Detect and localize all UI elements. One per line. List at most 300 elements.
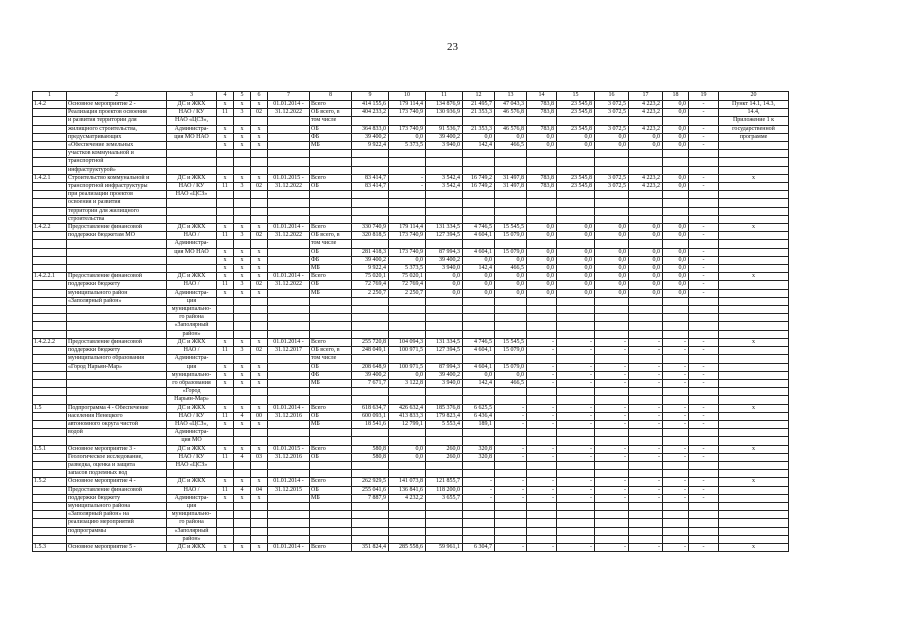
table-cell: ция [167, 297, 217, 305]
table-cell: х [234, 273, 251, 281]
table-cell [167, 142, 217, 150]
table-cell: Основное мероприятие 4 - [67, 478, 167, 486]
table-cell: 31 497,8 [495, 183, 527, 191]
table-cell: - [595, 371, 629, 379]
table-cell: х [234, 478, 251, 486]
table-cell [310, 150, 352, 158]
table-cell [67, 248, 167, 256]
table-cell [67, 371, 167, 379]
table-cell [495, 306, 527, 314]
table-cell [234, 166, 251, 174]
table-cell: «Обеспечение земельных [67, 142, 167, 150]
table-cell [352, 117, 389, 125]
table-cell: 16 749,2 [463, 174, 495, 182]
table-row [33, 240, 789, 248]
table-cell [310, 158, 352, 166]
table-cell [527, 297, 557, 305]
table-cell: 3 [234, 347, 251, 355]
table-row [33, 437, 789, 445]
table-cell: ДС и ЖКХ [167, 338, 217, 346]
table-cell [629, 388, 663, 396]
table-cell: ОБ [310, 125, 352, 133]
table-cell [234, 519, 251, 527]
table-cell [689, 511, 719, 519]
table-cell: 15 545,5 [495, 224, 527, 232]
table-cell: - [663, 543, 689, 551]
table-cell [719, 330, 789, 338]
table-cell [463, 166, 495, 174]
table-cell [629, 470, 663, 478]
table-row [33, 224, 789, 232]
table-cell [495, 191, 527, 199]
table-cell: х [234, 420, 251, 428]
table-cell: 3 940,0 [426, 379, 463, 387]
table-cell [595, 117, 629, 125]
table-cell: Строительство коммунальной и [67, 174, 167, 182]
table-cell [719, 519, 789, 527]
table-cell [251, 388, 268, 396]
table-cell: 31.12.2022 [268, 232, 310, 240]
table-cell: 9 [352, 92, 389, 101]
table-cell [251, 396, 268, 404]
table-cell: 12 799,1 [389, 420, 426, 428]
table-cell: Подпрограмма 4 - Обеспечение [67, 404, 167, 412]
table-cell [33, 133, 67, 141]
table-cell: х [234, 379, 251, 387]
table-cell [251, 519, 268, 527]
table-cell: 208 648,9 [352, 363, 389, 371]
table-cell: 31 497,8 [495, 174, 527, 182]
table-cell: 351 824,4 [352, 543, 389, 551]
table-cell [67, 396, 167, 404]
table-cell [268, 125, 310, 133]
table-cell [629, 527, 663, 535]
table-cell [495, 502, 527, 510]
table-cell [719, 470, 789, 478]
table-cell: х [234, 289, 251, 297]
table-cell [629, 322, 663, 330]
table-cell [527, 470, 557, 478]
table-cell [234, 527, 251, 535]
table-cell [310, 306, 352, 314]
table-cell: - [629, 412, 663, 420]
table-cell [595, 306, 629, 314]
table-cell: 15 079,0 [495, 347, 527, 355]
table-cell: х [719, 224, 789, 232]
table-cell: 31.12.2022 [268, 183, 310, 191]
table-cell [389, 355, 426, 363]
table-cell [495, 355, 527, 363]
table-cell [33, 511, 67, 519]
table-cell: х [217, 174, 234, 182]
table-cell [557, 240, 595, 248]
table-cell: водой [67, 429, 167, 437]
table-cell [495, 240, 527, 248]
table-cell [595, 355, 629, 363]
table-row [33, 379, 789, 387]
table-cell [352, 470, 389, 478]
table-cell: х [217, 338, 234, 346]
table-cell [463, 519, 495, 527]
table-cell: х [234, 248, 251, 256]
table-cell [426, 470, 463, 478]
table-cell: 14 [527, 92, 557, 101]
table-cell [352, 429, 389, 437]
table-cell: 0,0 [595, 265, 629, 273]
table-cell: ДС и ЖКХ [167, 543, 217, 551]
table-cell: - [663, 379, 689, 387]
table-cell [268, 314, 310, 322]
table-cell: - [557, 363, 595, 371]
table-cell: 0,0 [663, 142, 689, 150]
table-cell: 118 200,0 [426, 486, 463, 494]
table-cell: 11 [217, 453, 234, 461]
table-cell [663, 191, 689, 199]
table-cell: 580,8 [352, 445, 389, 453]
table-cell [719, 314, 789, 322]
table-cell: территории для жилищного [67, 207, 167, 215]
table-cell [527, 215, 557, 223]
table-cell: 1.5.2 [33, 478, 67, 486]
table-cell: 6 436,4 [463, 412, 495, 420]
table-cell: 6 304,7 [463, 543, 495, 551]
table-cell [426, 429, 463, 437]
table-cell: 4 [217, 92, 234, 101]
table-cell: 0,0 [629, 248, 663, 256]
table-cell: 0,0 [426, 281, 463, 289]
table-cell [217, 117, 234, 125]
table-cell [527, 240, 557, 248]
table-cell: - [689, 404, 719, 412]
table-cell: 01.01.2014 - [268, 338, 310, 346]
table-cell: 18 [663, 92, 689, 101]
table-cell: 0,0 [463, 133, 495, 141]
table-cell [595, 502, 629, 510]
table-cell [426, 330, 463, 338]
table-cell [389, 117, 426, 125]
table-cell: строительства [67, 215, 167, 223]
table-cell [557, 158, 595, 166]
table-cell [629, 502, 663, 510]
table-cell: Администра- [167, 125, 217, 133]
table-cell: х [217, 289, 234, 297]
table-cell: - [495, 404, 527, 412]
table-cell [463, 191, 495, 199]
table-cell: МБ [310, 289, 352, 297]
table-cell [595, 527, 629, 535]
table-cell [689, 117, 719, 125]
table-cell [268, 502, 310, 510]
table-cell: 11 [217, 347, 234, 355]
table-cell [33, 314, 67, 322]
table-cell: автономного округа чистой [67, 420, 167, 428]
table-cell [426, 355, 463, 363]
table-cell [719, 322, 789, 330]
table-cell [663, 396, 689, 404]
table-cell: 11 [217, 486, 234, 494]
table-cell: х [719, 478, 789, 486]
table-cell [389, 388, 426, 396]
table-cell: 330 740,9 [352, 224, 389, 232]
table-cell: 580,8 [352, 453, 389, 461]
table-cell: го района [167, 519, 217, 527]
table-cell [663, 158, 689, 166]
table-cell: 4 604,1 [463, 347, 495, 355]
table-cell [463, 437, 495, 445]
table-cell [33, 396, 67, 404]
table-cell [389, 199, 426, 207]
table-cell: 0,0 [527, 256, 557, 264]
table-cell: 1.5.3 [33, 543, 67, 551]
table-cell [463, 330, 495, 338]
table-cell: том числе [310, 355, 352, 363]
table-cell [663, 355, 689, 363]
table-cell [352, 355, 389, 363]
table-cell: 3 542,4 [426, 183, 463, 191]
table-cell [33, 125, 67, 133]
table-cell: х [251, 363, 268, 371]
table-cell: 31.12.2016 [268, 453, 310, 461]
table-cell: 3 [234, 109, 251, 117]
table-cell [463, 355, 495, 363]
table-cell [557, 191, 595, 199]
table-cell: - [527, 486, 557, 494]
table-row [33, 232, 789, 240]
table-cell [463, 117, 495, 125]
table-cell: - [527, 543, 557, 551]
table-cell: ция МО НАО [167, 133, 217, 141]
table-cell [689, 240, 719, 248]
table-cell: 3 122,8 [389, 379, 426, 387]
table-cell [234, 355, 251, 363]
table-cell [495, 330, 527, 338]
table-row [33, 371, 789, 379]
table-cell [33, 527, 67, 535]
table-cell [389, 207, 426, 215]
table-cell: 4 223,2 [629, 125, 663, 133]
table-cell [719, 429, 789, 437]
table-cell: - [629, 494, 663, 502]
table-cell: 39 400,2 [352, 133, 389, 141]
table-cell [268, 248, 310, 256]
table-row [33, 101, 789, 109]
table-cell: 173 740,9 [389, 248, 426, 256]
table-cell: 0,0 [629, 142, 663, 150]
table-cell [557, 215, 595, 223]
table-cell [426, 199, 463, 207]
table-cell [268, 494, 310, 502]
table-cell: 01.01.2014 - [268, 101, 310, 109]
table-cell: 0,0 [557, 248, 595, 256]
table-cell: 0,0 [663, 248, 689, 256]
table-cell: 0,0 [663, 273, 689, 281]
table-cell: 0,0 [557, 224, 595, 232]
table-cell [557, 117, 595, 125]
table-cell [251, 535, 268, 543]
table-cell: х [217, 478, 234, 486]
table-cell: 0,0 [389, 133, 426, 141]
table-cell [595, 199, 629, 207]
table-cell [167, 150, 217, 158]
table-cell: 3 542,4 [426, 174, 463, 182]
table-cell [719, 289, 789, 297]
table-cell [689, 150, 719, 158]
table-cell: - [689, 486, 719, 494]
table-cell: х [234, 404, 251, 412]
table-cell [463, 207, 495, 215]
table-cell: район» [167, 330, 217, 338]
table-cell: - [629, 363, 663, 371]
table-cell: 413 833,3 [389, 412, 426, 420]
table-cell: х [217, 133, 234, 141]
table-cell: 0,0 [495, 256, 527, 264]
table-cell: - [557, 371, 595, 379]
table-cell [629, 511, 663, 519]
table-cell [33, 191, 67, 199]
table-cell [527, 150, 557, 158]
table-cell [463, 535, 495, 543]
table-cell [426, 527, 463, 535]
table-cell: участков коммунальной и [67, 150, 167, 158]
table-cell: 0,0 [463, 273, 495, 281]
table-cell: х [234, 256, 251, 264]
table-cell: Всего [310, 174, 352, 182]
table-cell [426, 461, 463, 469]
table-cell: - [595, 363, 629, 371]
table-cell [217, 199, 234, 207]
table-cell: ОБ [310, 486, 352, 494]
table-cell: 414 155,6 [352, 101, 389, 109]
table-cell: х [217, 101, 234, 109]
table-cell [719, 412, 789, 420]
table-cell [463, 429, 495, 437]
table-cell: 9 922,4 [352, 265, 389, 273]
table-cell: 466,5 [495, 265, 527, 273]
table-cell [251, 117, 268, 125]
table-cell [595, 297, 629, 305]
table-cell [663, 511, 689, 519]
table-cell [234, 429, 251, 437]
table-cell [268, 215, 310, 223]
table-cell [463, 470, 495, 478]
table-cell: ФБ [310, 371, 352, 379]
table-cell: - [527, 363, 557, 371]
table-row [33, 429, 789, 437]
table-cell: - [689, 174, 719, 182]
table-cell: жилищного строительства, [67, 125, 167, 133]
table-cell [234, 330, 251, 338]
table-cell: 31.12.2022 [268, 281, 310, 289]
table-cell [527, 535, 557, 543]
table-cell: 127 394,5 [426, 232, 463, 240]
table-cell [527, 527, 557, 535]
table-cell: НАО / [167, 281, 217, 289]
table-cell [234, 191, 251, 199]
table-cell [663, 527, 689, 535]
table-cell: Всего [310, 224, 352, 232]
table-cell [663, 429, 689, 437]
table-cell [495, 158, 527, 166]
table-row [33, 109, 789, 117]
table-cell: 11 [217, 412, 234, 420]
table-cell [719, 191, 789, 199]
table-cell [426, 158, 463, 166]
table-cell [719, 388, 789, 396]
table-cell [663, 166, 689, 174]
table-cell: х [234, 543, 251, 551]
table-cell [251, 240, 268, 248]
table-cell [217, 461, 234, 469]
table-cell: го образования [167, 379, 217, 387]
table-cell [389, 240, 426, 248]
table-cell: - [595, 445, 629, 453]
table-cell [310, 322, 352, 330]
table-cell: х [217, 371, 234, 379]
table-cell: х [234, 265, 251, 273]
table-cell: 75 020,1 [389, 273, 426, 281]
table-cell: 4 604,1 [463, 248, 495, 256]
table-cell [67, 265, 167, 273]
table-cell: поддержки бюджету [67, 281, 167, 289]
table-cell: х [251, 494, 268, 502]
table-cell: 4 746,5 [463, 224, 495, 232]
table-cell [495, 297, 527, 305]
table-cell: 100 971,5 [389, 347, 426, 355]
table-cell [495, 117, 527, 125]
table-cell [33, 371, 67, 379]
table-cell: - [527, 379, 557, 387]
table-cell [527, 461, 557, 469]
table-cell: х [251, 478, 268, 486]
table-cell [719, 256, 789, 264]
table-cell: - [595, 478, 629, 486]
table-cell [719, 379, 789, 387]
table-cell [268, 199, 310, 207]
table-cell: ОБ [310, 281, 352, 289]
table-cell [251, 207, 268, 215]
table-cell [33, 347, 67, 355]
table-cell: - [557, 478, 595, 486]
table-cell: - [689, 371, 719, 379]
table-cell [495, 519, 527, 527]
table-cell: х [251, 224, 268, 232]
table-cell: 15 079,0 [495, 248, 527, 256]
table-cell [663, 117, 689, 125]
table-cell: - [689, 224, 719, 232]
table-cell [310, 437, 352, 445]
table-cell [719, 265, 789, 273]
table-cell [426, 191, 463, 199]
table-cell [217, 502, 234, 510]
table-cell: 87 994,3 [426, 248, 463, 256]
table-cell [426, 150, 463, 158]
table-cell: 0,0 [629, 273, 663, 281]
table-cell [167, 256, 217, 264]
page-number: 23 [447, 41, 458, 53]
table-cell: х [217, 445, 234, 453]
table-cell: - [663, 494, 689, 502]
table-row [33, 511, 789, 519]
table-cell [527, 207, 557, 215]
table-cell [251, 150, 268, 158]
table-cell: 83 414,7 [352, 183, 389, 191]
table-cell: 01.01.2014 - [268, 224, 310, 232]
table-row [33, 158, 789, 166]
table-cell: 23 545,8 [557, 101, 595, 109]
table-cell [310, 502, 352, 510]
table-row [33, 142, 789, 150]
table-cell [495, 511, 527, 519]
